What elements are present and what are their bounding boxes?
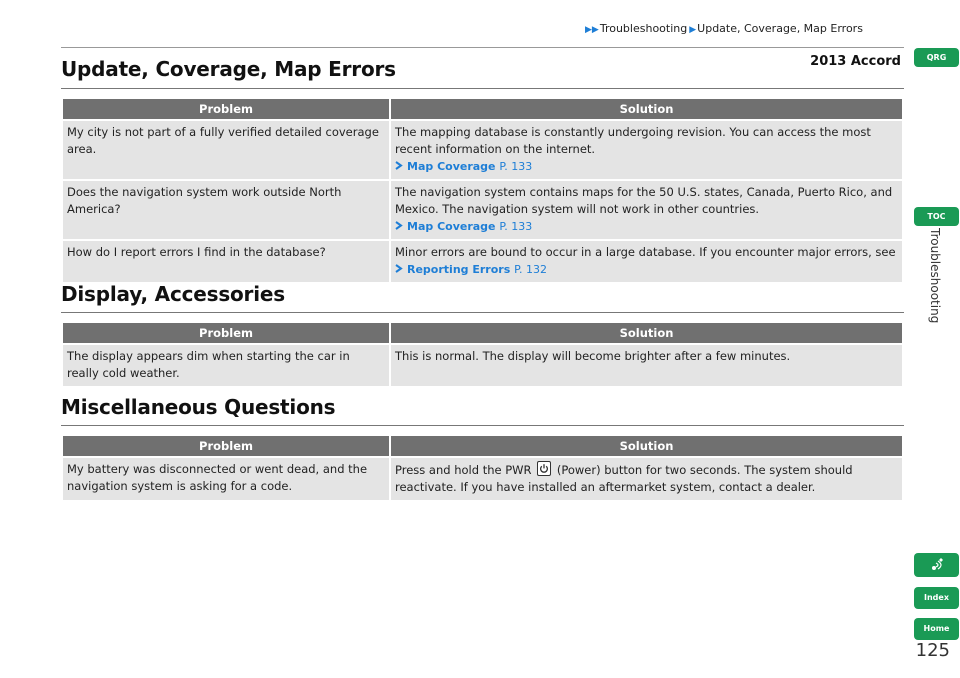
side-section-label	[928, 228, 942, 328]
solution-cell: This is normal. The display will become brighter after a few minutes.	[391, 343, 902, 386]
divider	[61, 47, 904, 48]
xref-link-reporting-errors[interactable]	[395, 261, 898, 278]
table-row	[63, 119, 902, 179]
section-title-update-coverage: Update, Coverage, Map Errors	[61, 57, 396, 81]
breadcrumb-item-troubleshooting[interactable]: Troubleshooting	[599, 22, 688, 35]
divider	[61, 88, 904, 89]
column-header-problem: Problem	[63, 436, 389, 456]
section-title-display-accessories: Display, Accessories	[61, 282, 285, 306]
xref-arrow-icon	[395, 264, 403, 273]
xref-page: P. 133	[499, 160, 533, 173]
section-title-misc-questions: Miscellaneous Questions	[61, 395, 336, 419]
xref-page: P. 132	[514, 263, 548, 276]
table-row	[63, 456, 902, 500]
xref-link-map-coverage[interactable]	[395, 158, 898, 175]
table-row	[63, 239, 902, 282]
column-header-solution: Solution	[391, 323, 902, 343]
breadcrumb-arrow-icon: ▶▶	[585, 25, 599, 35]
column-header-solution: Solution	[391, 99, 902, 119]
problem-cell: The display appears dim when starting the car in really cold weather.	[63, 343, 389, 386]
toc-button[interactable]: TOC	[914, 207, 959, 226]
table-row	[63, 179, 902, 239]
solution-text: The navigation system contains maps for the 50 U.S. states, Canada, Puerto Rico, and Mexico. The navigation system will not work in other countries.	[395, 185, 893, 216]
car-model-label: 2013 Accord	[810, 54, 901, 69]
breadcrumb	[585, 22, 863, 35]
table-row	[63, 343, 902, 386]
voice-command-button[interactable]	[914, 553, 959, 577]
divider	[61, 425, 904, 426]
qrg-button[interactable]: QRG	[914, 48, 959, 67]
column-header-solution: Solution	[391, 436, 902, 456]
page-number: 125	[915, 640, 950, 661]
voice-command-icon	[914, 553, 959, 577]
xref-arrow-icon	[395, 161, 403, 170]
solution-cell	[391, 119, 902, 179]
solution-text: The mapping database is constantly undergoing revision. You can access the most recent information on the internet.	[395, 125, 871, 156]
divider	[61, 312, 904, 313]
solution-cell	[391, 239, 902, 282]
home-button[interactable]: Home	[914, 618, 959, 640]
xref-page: P. 133	[499, 220, 533, 233]
xref-label: Map Coverage	[407, 160, 496, 173]
breadcrumb-arrow-icon: ▶	[689, 25, 697, 35]
xref-label: Map Coverage	[407, 220, 496, 233]
xref-arrow-icon	[395, 221, 403, 230]
index-button[interactable]: Index	[914, 587, 959, 609]
problem-cell: My city is not part of a fully verified detailed coverage area.	[63, 119, 389, 179]
table-update-coverage	[61, 99, 904, 282]
table-misc-questions	[61, 436, 904, 500]
side-section-label-text: Troubleshooting	[928, 228, 942, 324]
table-display-accessories	[61, 323, 904, 386]
solution-text: Minor errors are bound to occur in a large database. If you encounter major errors, see	[395, 245, 896, 259]
xref-label: Reporting Errors	[407, 263, 511, 276]
breadcrumb-item-current: Update, Coverage, Map Errors	[697, 22, 863, 35]
solution-cell	[391, 456, 902, 500]
column-header-problem: Problem	[63, 323, 389, 343]
solution-cell	[391, 179, 902, 239]
xref-link-map-coverage[interactable]	[395, 218, 898, 235]
column-header-problem: Problem	[63, 99, 389, 119]
problem-cell: How do I report errors I find in the database?	[63, 239, 389, 282]
problem-cell: Does the navigation system work outside North America?	[63, 179, 389, 239]
power-icon	[537, 461, 551, 476]
solution-text-part: (Power) button for two seconds. The system should reactivate. If you have installed an aftermarket system, contact a dealer.	[395, 463, 853, 494]
solution-text-part: Press and hold the PWR	[395, 463, 532, 477]
problem-cell: My battery was disconnected or went dead, and the navigation system is asking for a code.	[63, 456, 389, 500]
